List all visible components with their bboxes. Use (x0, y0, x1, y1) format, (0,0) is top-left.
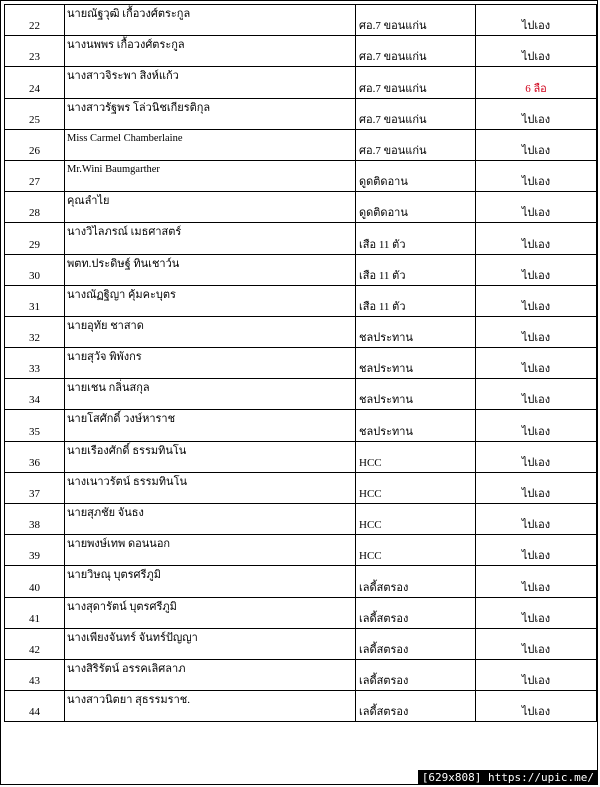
table-row (5, 129, 597, 160)
travel-status: ไปเอง (476, 5, 597, 36)
travel-status: ไปเอง (476, 535, 597, 566)
group-name: ชลประทาน (356, 348, 476, 379)
row-number: 30 (5, 254, 65, 285)
row-number: 23 (5, 36, 65, 67)
travel-status: ไปเอง (476, 691, 597, 722)
table-row (5, 5, 597, 36)
travel-status: ไปเอง (476, 441, 597, 472)
participant-name: นายโสศักดิ์ วงษ์หาราช (65, 410, 356, 441)
row-number: 24 (5, 67, 65, 98)
participant-name: นางเนาวรัตน์ ธรรมทินโน (65, 472, 356, 503)
travel-status: ไปเอง (476, 348, 597, 379)
row-number: 26 (5, 129, 65, 160)
participant-name: นางสาวรัฐพร โล่วนิชเกียรติกุล (65, 98, 356, 129)
participant-name: นางสิริรัตน์ อรรคเลิศลาภ (65, 659, 356, 690)
table-row (5, 504, 597, 535)
table-row (5, 348, 597, 379)
group-name: เลดี้สตรอง (356, 659, 476, 690)
travel-status: 6 ลือ (476, 67, 597, 98)
participant-name: นายเชน กลิ่นสกุล (65, 379, 356, 410)
table-row (5, 535, 597, 566)
table-row (5, 67, 597, 98)
row-number: 39 (5, 535, 65, 566)
table-row (5, 192, 597, 223)
row-number: 38 (5, 504, 65, 535)
group-name: เลดี้สตรอง (356, 628, 476, 659)
row-number: 33 (5, 348, 65, 379)
row-number: 34 (5, 379, 65, 410)
row-number: 32 (5, 316, 65, 347)
row-number: 22 (5, 5, 65, 36)
table-row (5, 223, 597, 254)
travel-status: ไปเอง (476, 254, 597, 285)
group-name: ดูดติดอาน (356, 160, 476, 191)
participant-name: นางสาวนิตยา สุธรรมราช. (65, 691, 356, 722)
row-number: 35 (5, 410, 65, 441)
participant-table-body (5, 5, 597, 722)
table-row (5, 254, 597, 285)
travel-status: ไปเอง (476, 160, 597, 191)
participant-name: Miss Carmel Chamberlaine (65, 129, 356, 160)
travel-status: ไปเอง (476, 504, 597, 535)
participant-name: นางวิไลภรณ์ เมธศาสตร์ (65, 223, 356, 254)
group-name: เสือ 11 ตัว (356, 254, 476, 285)
travel-status: ไปเอง (476, 192, 597, 223)
group-name: ชลประทาน (356, 410, 476, 441)
participant-name: นางณัฏฐิญา คุ้มคะบุตร (65, 285, 356, 316)
row-number: 36 (5, 441, 65, 472)
table-row (5, 597, 597, 628)
group-name: ศอ.7 ขอนแก่น (356, 67, 476, 98)
travel-status: ไปเอง (476, 316, 597, 347)
table-row (5, 472, 597, 503)
watermark: [629x808] https://upic.me/ (418, 770, 598, 785)
participant-name: นางสุดารัตน์ บุตรศรีภูมิ (65, 597, 356, 628)
travel-status: ไปเอง (476, 98, 597, 129)
group-name: ดูดติดอาน (356, 192, 476, 223)
participant-name: นายณัฐวุฒิ เกื้อวงศ์ตระกูล (65, 5, 356, 36)
participant-name: พตท.ประดิษฐ์ ทินเชาว์น (65, 254, 356, 285)
travel-status: ไปเอง (476, 659, 597, 690)
row-number: 43 (5, 659, 65, 690)
participant-table (4, 4, 597, 722)
row-number: 29 (5, 223, 65, 254)
travel-status: ไปเอง (476, 129, 597, 160)
participant-name: นางนพพร เกื้อวงศ์ตระกูล (65, 36, 356, 67)
travel-status: ไปเอง (476, 285, 597, 316)
table-row (5, 659, 597, 690)
participant-name: นายอุทัย ชาสาด (65, 316, 356, 347)
group-name: HCC (356, 535, 476, 566)
group-name: ศอ.7 ขอนแก่น (356, 5, 476, 36)
participant-name: นายสุภชัย จันธง (65, 504, 356, 535)
table-row (5, 316, 597, 347)
row-number: 28 (5, 192, 65, 223)
travel-status: ไปเอง (476, 472, 597, 503)
group-name: เสือ 11 ตัว (356, 223, 476, 254)
travel-status: ไปเอง (476, 36, 597, 67)
travel-status: ไปเอง (476, 628, 597, 659)
group-name: HCC (356, 504, 476, 535)
row-number: 27 (5, 160, 65, 191)
travel-status: ไปเอง (476, 379, 597, 410)
group-name: ชลประทาน (356, 316, 476, 347)
group-name: HCC (356, 472, 476, 503)
table-row (5, 379, 597, 410)
group-name: ศอ.7 ขอนแก่น (356, 36, 476, 67)
row-number: 40 (5, 566, 65, 597)
participant-name: Mr.Wini Baumgarther (65, 160, 356, 191)
group-name: ศอ.7 ขอนแก่น (356, 129, 476, 160)
table-row (5, 36, 597, 67)
table-row (5, 566, 597, 597)
table-row (5, 98, 597, 129)
row-number: 31 (5, 285, 65, 316)
table-row (5, 628, 597, 659)
group-name: เสือ 11 ตัว (356, 285, 476, 316)
participant-name: นายสุวัจ พิพังกร (65, 348, 356, 379)
group-name: ชลประทาน (356, 379, 476, 410)
participant-name: นายวิษณุ บุตรศรีภูมิ (65, 566, 356, 597)
row-number: 41 (5, 597, 65, 628)
table-row (5, 285, 597, 316)
group-name: HCC (356, 441, 476, 472)
table-row (5, 410, 597, 441)
participant-name: คุณลำไย (65, 192, 356, 223)
travel-status: ไปเอง (476, 410, 597, 441)
table-row (5, 441, 597, 472)
participant-name: นางสาวจิระพา สิงห์แก้ว (65, 67, 356, 98)
row-number: 25 (5, 98, 65, 129)
travel-status: ไปเอง (476, 223, 597, 254)
group-name: เลดี้สตรอง (356, 691, 476, 722)
table-row (5, 160, 597, 191)
group-name: เลดี้สตรอง (356, 566, 476, 597)
travel-status: ไปเอง (476, 566, 597, 597)
participant-name: นายพงษ์เทพ ดอนนอก (65, 535, 356, 566)
table-row (5, 691, 597, 722)
row-number: 44 (5, 691, 65, 722)
participant-name: นายเรืองศักดิ์ ธรรมทินโน (65, 441, 356, 472)
group-name: เลดี้สตรอง (356, 597, 476, 628)
row-number: 37 (5, 472, 65, 503)
travel-status: ไปเอง (476, 597, 597, 628)
participant-name: นางเพียงจันทร์ จันทร์ปัญญา (65, 628, 356, 659)
row-number: 42 (5, 628, 65, 659)
group-name: ศอ.7 ขอนแก่น (356, 98, 476, 129)
